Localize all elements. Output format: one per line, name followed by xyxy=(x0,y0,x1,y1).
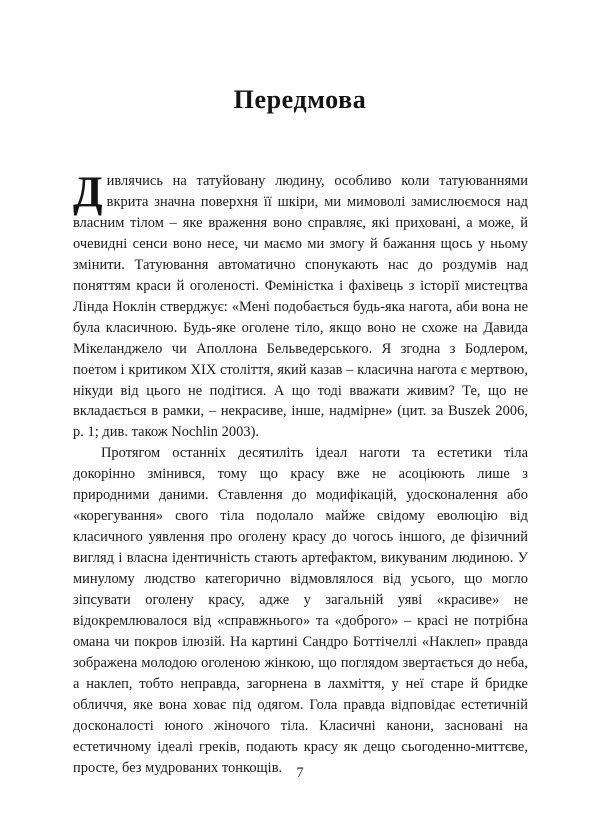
page-number: 7 xyxy=(296,765,304,781)
paragraph-1: Дивлячись на татуйовану людину, особливо коли татуюваннями вкрита значна поверхня її шкіри, ми мимоволі замислюємося над власним тілом – яке враження воно справляє, які приховані, а може, й очевидні сенси воно несе, чи маємо ми змогу й бажання щось у ньому змінити. Татуювання автоматично спонукають нас до роздумів над поняттям краси й оголеності. Феміністка і фахівець з історії мистецтва Лінда Ноклін стверджує: «Мені подобається будь-яка нагота, аби вона не була класичною. Будь-яке оголене тіло, якщо воно не схоже на Давида Мікеланджело чи Аполлона Бельведерського. Я згодна з Бодлером, поетом і критиком XIX століття, який казав – класична нагота є мертвою, нікуди від цього не подітися. А що тоді вважати живим? Те, що не вкладається в рамки, – некрасиве, інше, надмірне» (цит. за Buszek 2006, p. 1; див. також Nochlin 2003). xyxy=(73,169,528,441)
paragraph-2: Протягом останніх десятиліть ідеал наготи та естетики тіла докорінно змінився, тому що красу вже не асоціюють лише з природними даними. Ставлення до модифікацій, удосконалення або «корегування» свого тіла подолало майже свідому еволюцію від класичного уявлення про оголену красу до чогось іншого, де фізичний вигляд і власна ідентичність стають артефактом, викуваним людиною. У минулому людство категорично відмовлялося від усього, що могло зіпсувати оголену красу, адже у загальній уяві «красиве» не відокремлювалося від «справжнього» та «доброго» – красі не потрібна омана чи покров ілюзій. На картині Сандро Боттічеллі «Наклеп» правда зображена молодою оголеною жінкою, що поглядом звертається до неба, а наклеп, тобто неправда, загорнена в лахміття, у неї старе й бридке обличчя, яке вона ховає під одягом. Гола правда відповідає естетичній досконалості юного жіночого тіла. Класичні канони, засновані на естетичному ідеалі греків, подають красу як дещо сьогоденно-миттєве, просте, без мудрованих тонкощів. xyxy=(73,445,528,776)
body-text-column xyxy=(73,171,528,779)
page-title: Передмова xyxy=(233,85,367,115)
